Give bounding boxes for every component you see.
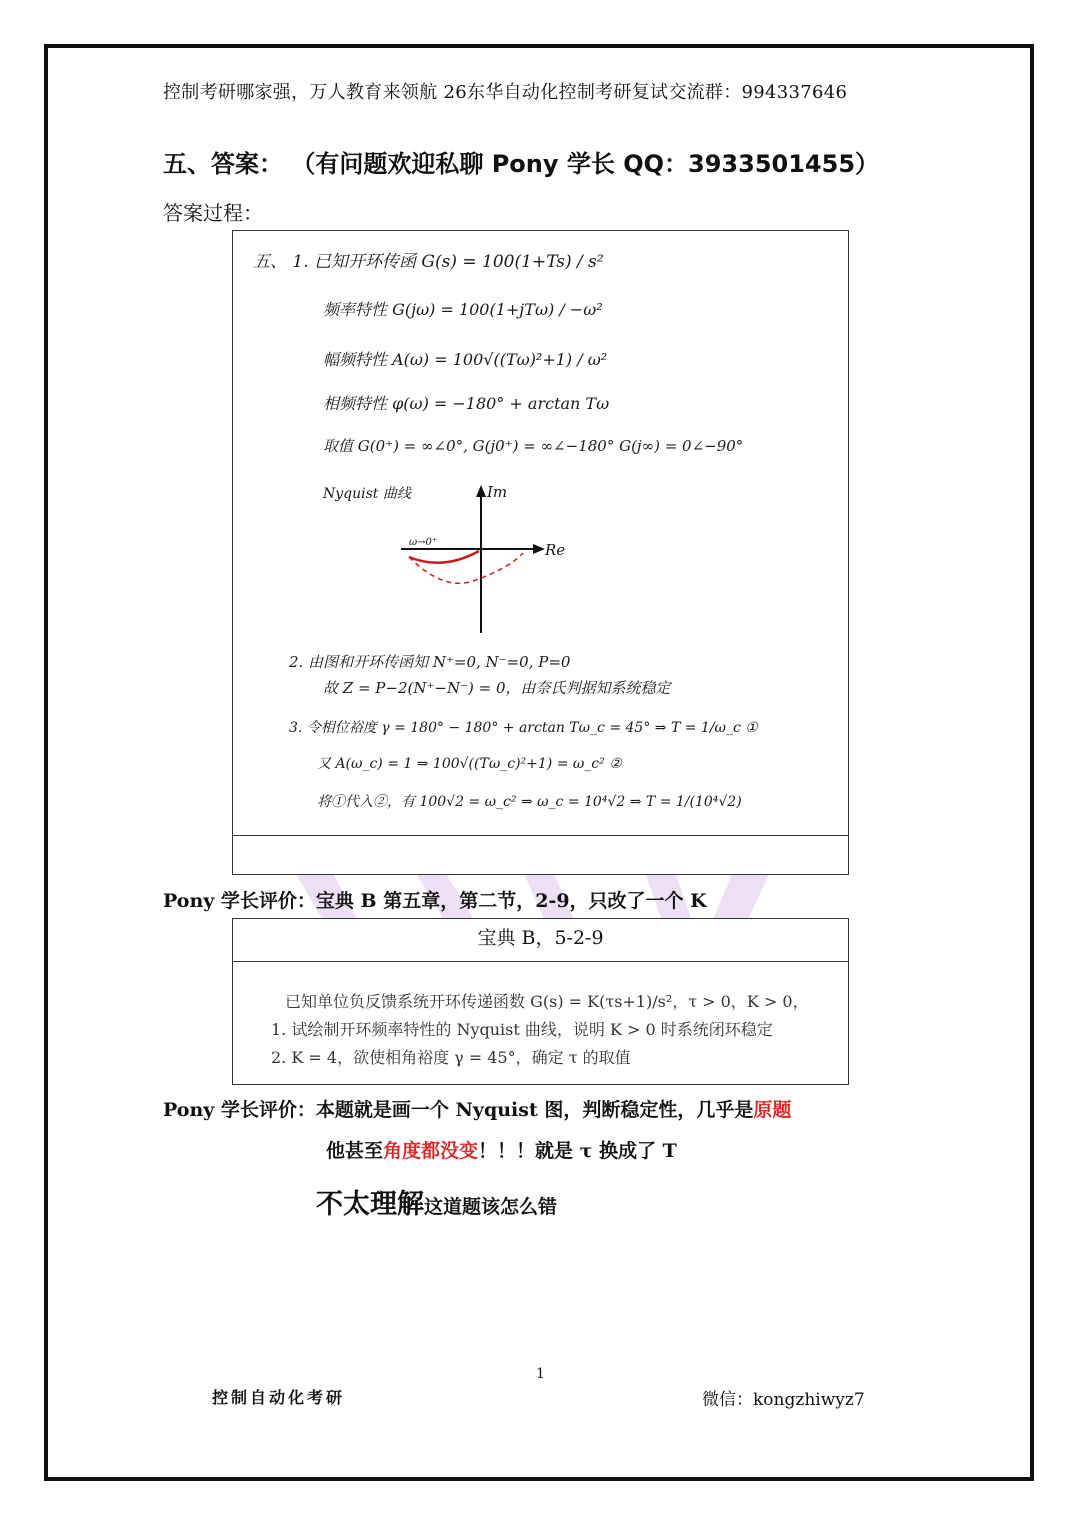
solution-line-9: 3. 令相位裕度 γ = 180° − 180° + arctan Tω_c = 45° ⇒ T = 1/ω_c ①: [289, 720, 758, 736]
process-label: 答案过程：: [163, 201, 263, 225]
comment-3-prefix: 他甚至: [326, 1140, 384, 1162]
solution-box-divider: [233, 835, 848, 836]
re-axis-arrow: [533, 544, 545, 554]
header-text: 控制考研哪家强，万人教育来领航 26东华自动化控制考研复试交流群：994337646: [163, 82, 848, 103]
reference-title: 宝典 B，5-2-9: [477, 927, 604, 949]
comment-1: Pony 学长评价：宝典 B 第五章，第二节，2-9，只改了一个 K: [163, 890, 707, 912]
reference-divider: [233, 961, 848, 962]
section-title-contact: （有问题欢迎私聊 Pony 学长 QQ：3933501455）: [291, 150, 880, 178]
footer-wechat: 微信：kongzhiwyz7: [702, 1390, 865, 1410]
section-title: [163, 144, 879, 179]
im-axis-arrow: [476, 485, 486, 497]
solution-line-1: 五、 1. 已知开环传函 G(s) = 100(1+Ts) / s²: [253, 252, 604, 272]
comment-2: [163, 1095, 791, 1122]
page-number: 1: [536, 1366, 545, 1382]
reference-problem-box: [232, 918, 849, 1085]
solution-line-3: 幅频特性 A(ω) = 100√((Tω)²+1) / ω²: [323, 350, 608, 369]
comment-3-suffix: ！！！就是 τ 换成了 T: [478, 1140, 677, 1162]
nyquist-curve: [409, 551, 479, 563]
solution-line-11: 将①代入②，有 100√2 = ω_c² ⇒ ω_c = 10⁴√2 ⇒ T = 1/(10⁴√2): [317, 794, 742, 810]
comment-4: [316, 1182, 557, 1221]
comment-4-rest: 这道题该怎么错: [424, 1196, 558, 1218]
re-axis-label: Re: [545, 541, 566, 559]
reference-line-3: 2. K = 4，欲使相角裕度 γ = 45°，确定 τ 的取值: [271, 1048, 631, 1067]
nyquist-sketch: [233, 231, 850, 651]
im-axis-label: Im: [487, 483, 508, 501]
solution-line-5: 取值 G(0⁺) = ∞∠0°, G(j0⁺) = ∞∠−180° G(j∞) = 0∠−90°: [323, 437, 744, 455]
reference-line-2: 1. 试绘制开环频率特性的 Nyquist 曲线，说明 K > 0 时系统闭环稳定: [271, 1020, 773, 1039]
comment-2-prefix: Pony 学长评价：本题就是画一个 Nyquist 图，判断稳定性，几乎是: [163, 1099, 754, 1121]
reference-line-1: 已知单位负反馈系统开环传递函数 G(s) = K(τs+1)/s²，τ > 0，K > 0，: [285, 992, 809, 1011]
solution-line-2: 频率特性 G(jω) = 100(1+jTω) / −ω²: [323, 300, 603, 319]
solution-line-7: 2. 由图和开环传函知 N⁺=0, N⁻=0, P=0: [289, 653, 571, 671]
footer-left-text: 控制自动化考研: [212, 1388, 346, 1407]
comment-3-highlight: 角度都没变: [383, 1140, 479, 1162]
handwritten-solution-box: [232, 230, 849, 875]
comment-3: [326, 1136, 677, 1163]
solution-line-6: Nyquist 曲线: [323, 486, 411, 502]
solution-line-10: 又 A(ω_c) = 1 ⇒ 100√((Tω_c)²+1) = ω_c² ②: [317, 756, 622, 772]
solution-line-4: 相频特性 φ(ω) = −180° + arctan Tω: [323, 394, 610, 413]
comment-4-big: 不太理解: [316, 1189, 424, 1220]
comment-2-highlight: 原题: [753, 1099, 792, 1121]
section-title-main: 五、答案：: [163, 150, 283, 178]
solution-line-8: 故 Z = P−2(N⁺−N⁻) = 0，由奈氏判据知系统稳定: [323, 679, 671, 697]
curve-label: ω→0⁺: [409, 537, 438, 548]
